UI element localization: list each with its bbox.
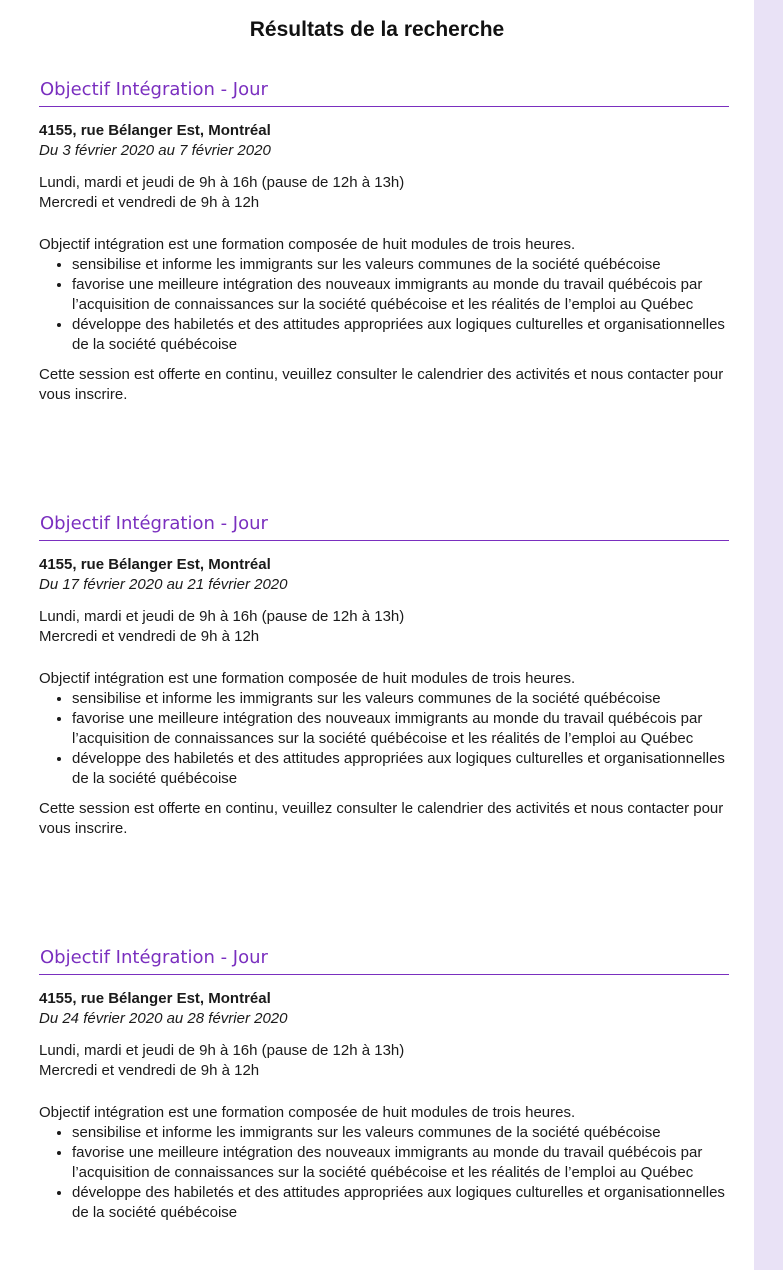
page-title: Résultats de la recherche	[249, 18, 505, 41]
result-address: 4155, rue Bélanger Est, Montréal	[39, 556, 271, 573]
module-item: • développe des habiletés et des attitudes appropriées aux logiques culturelles et organisationnelles de la société québécoise	[72, 749, 729, 789]
schedule-line: Lundi, mardi et jeudi de 9h à 16h (pause de 12h à 13h)	[39, 608, 405, 625]
result-address: 4155, rue Bélanger Est, Montréal	[39, 122, 271, 139]
result-schedule	[39, 607, 729, 647]
module-item: • favorise une meilleure intégration des nouveaux immigrants au monde du travail québécois par l’acquisition de connaissances sur la société québécoise et les réalités de l’emploi au Québec	[72, 1143, 729, 1183]
result-schedule	[39, 1041, 729, 1081]
module-list	[39, 255, 729, 355]
module-list	[39, 1123, 729, 1223]
module-item: • développe des habiletés et des attitudes appropriées aux logiques culturelles et organisationnelles de la société québécoise	[72, 315, 729, 355]
result-title-link[interactable]: Objectif Intégration - Jour	[39, 78, 729, 107]
module-item: • développe des habiletés et des attitudes appropriées aux logiques culturelles et organisationnelles de la société québécoise	[72, 1183, 729, 1223]
result-intro: Objectif intégration est une formation composée de huit modules de trois heures.	[39, 236, 576, 253]
module-item: • sensibilise et informe les immigrants sur les valeurs communes de la société québécoise	[72, 689, 729, 709]
schedule-line: Lundi, mardi et jeudi de 9h à 16h (pause de 12h à 13h)	[39, 1042, 405, 1059]
result-title-link[interactable]: Objectif Intégration - Jour	[39, 512, 729, 541]
result-note: Cette session est offerte en continu, veuillez consulter le calendrier des activités et nous contacter pour vous inscrire.	[39, 366, 724, 403]
right-side-strip	[754, 0, 783, 1270]
result-item	[39, 512, 729, 839]
result-title-link[interactable]: Objectif Intégration - Jour	[39, 946, 729, 975]
module-list	[39, 689, 729, 789]
schedule-line: Mercredi et vendredi de 9h à 12h	[39, 1062, 260, 1079]
module-item: • favorise une meilleure intégration des nouveaux immigrants au monde du travail québécois par l’acquisition de connaissances sur la société québécoise et les réalités de l’emploi au Québec	[72, 709, 729, 749]
result-intro: Objectif intégration est une formation composée de huit modules de trois heures.	[39, 1104, 576, 1121]
result-dates: Du 3 février 2020 au 7 février 2020	[39, 142, 271, 159]
result-schedule	[39, 173, 729, 213]
result-dates: Du 24 février 2020 au 28 février 2020	[39, 1010, 288, 1027]
schedule-line: Mercredi et vendredi de 9h à 12h	[39, 628, 260, 645]
schedule-line: Mercredi et vendredi de 9h à 12h	[39, 194, 260, 211]
result-note: Cette session est offerte en continu, veuillez consulter le calendrier des activités et nous contacter pour vous inscrire.	[39, 800, 724, 837]
result-item	[39, 946, 729, 1223]
module-item: • sensibilise et informe les immigrants sur les valeurs communes de la société québécoise	[72, 1123, 729, 1143]
module-item: • favorise une meilleure intégration des nouveaux immigrants au monde du travail québécois par l’acquisition de connaissances sur la société québécoise et les réalités de l’emploi au Québec	[72, 275, 729, 315]
result-item	[39, 78, 729, 405]
schedule-line: Lundi, mardi et jeudi de 9h à 16h (pause de 12h à 13h)	[39, 174, 405, 191]
result-intro: Objectif intégration est une formation composée de huit modules de trois heures.	[39, 670, 576, 687]
module-item: • sensibilise et informe les immigrants sur les valeurs communes de la société québécoise	[72, 255, 729, 275]
result-address: 4155, rue Bélanger Est, Montréal	[39, 990, 271, 1007]
result-dates: Du 17 février 2020 au 21 février 2020	[39, 576, 288, 593]
